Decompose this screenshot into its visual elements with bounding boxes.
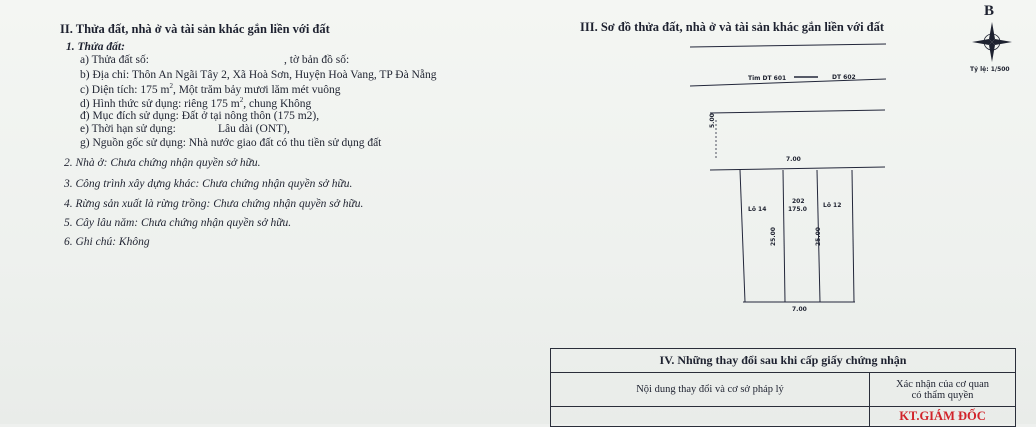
address-line: b) Địa chỉ: Thôn An Ngãi Tây 2, Xã Hoà Sơn, Huyện Hoà Vang, TP Đà Nẵng <box>80 69 437 81</box>
depth-left-label: 25.00 <box>770 227 777 246</box>
usage-form-shared: , chung Không <box>243 97 312 110</box>
usage-form-value: d) Hình thức sử dụng: riêng 175 m <box>80 97 240 110</box>
changes-table <box>550 348 1016 427</box>
area-unit-sup: 2 <box>169 82 173 90</box>
notes-line: 6. Ghi chú: Không <box>64 236 150 248</box>
road-right-label: DT 602 <box>832 74 856 81</box>
lot14-label: Lô 14 <box>748 206 767 213</box>
area-line <box>80 82 340 96</box>
section4-heading: IV. Những thay đổi sau khi cấp giấy chứng nhận <box>551 349 1016 373</box>
section2-heading: II. Thửa đất, nhà ở và tài sản khác gắn liền với đất <box>60 22 330 36</box>
top-width-label: 7.00 <box>786 156 801 163</box>
other-construction-line: 3. Công trình xây dựng khác: Chưa chứng nhận quyền sở hữu. <box>64 178 353 190</box>
area-value: c) Diện tích: 175 m <box>80 83 170 96</box>
usage-origin-line: g) Nguồn gốc sử dụng: Nhà nước giao đất có thu tiền sử dụng đất <box>80 137 382 149</box>
map-sheet-label: , tờ bản đồ số: <box>284 54 350 66</box>
usage-purpose-line: đ) Mục đích sử dụng: Đất ở tại nông thôn (175 m2), <box>80 110 320 122</box>
authority-header-line1: Xác nhận của cơ quan <box>895 378 989 390</box>
parcel-number-label: a) Thửa đất số: <box>80 54 149 66</box>
parcel-number-sketch: 202 <box>792 198 805 205</box>
area-words: , Một trăm bảy mươi lăm mét vuông <box>172 83 341 96</box>
usage-form-sup: 2 <box>239 96 244 104</box>
parcel-sketch <box>690 40 900 320</box>
forest-line: 4. Rừng sản xuất là rừng trồng: Chưa chứng nhận quyền sở hữu. <box>64 198 364 210</box>
land-parcel-title: 1. Thửa đất: <box>66 41 125 53</box>
north-arrow-icon <box>970 20 1014 64</box>
depth-right-label: 25.00 <box>815 227 822 246</box>
perennial-trees-line: 5. Cây lâu năm: Chưa chứng nhận quyền sở hữu. <box>64 217 292 229</box>
road-left-label: Tim DT 601 <box>748 75 787 82</box>
section3-heading: III. Sơ đồ thửa đất, nhà ở và tài sản khác gắn liền với đất <box>580 20 885 34</box>
authority-confirmation-header <box>870 373 1016 407</box>
usage-form-line <box>80 96 311 110</box>
page-letter: B <box>984 3 995 19</box>
usage-term-value: Lâu dài (ONT), <box>218 123 290 135</box>
parcel-area-sketch: 175.0 <box>788 206 807 213</box>
bottom-width-label: 7.00 <box>792 306 807 313</box>
scale-label: Tỷ lệ: 1/500 <box>970 66 1010 73</box>
usage-term-label: e) Thời hạn sử dụng: <box>80 123 176 135</box>
changes-content-header: Nội dung thay đổi và cơ sở pháp lý <box>551 373 870 407</box>
director-stamp-text: KT.GIÁM ĐỐC <box>870 407 1016 427</box>
house-line: 2. Nhà ở: Chưa chứng nhận quyền sở hữu. <box>64 157 261 169</box>
lot12-label: Lô 12 <box>823 202 842 209</box>
road-width-label: 5.00 <box>709 113 716 128</box>
authority-header-line2: có thẩm quyền <box>911 389 974 401</box>
